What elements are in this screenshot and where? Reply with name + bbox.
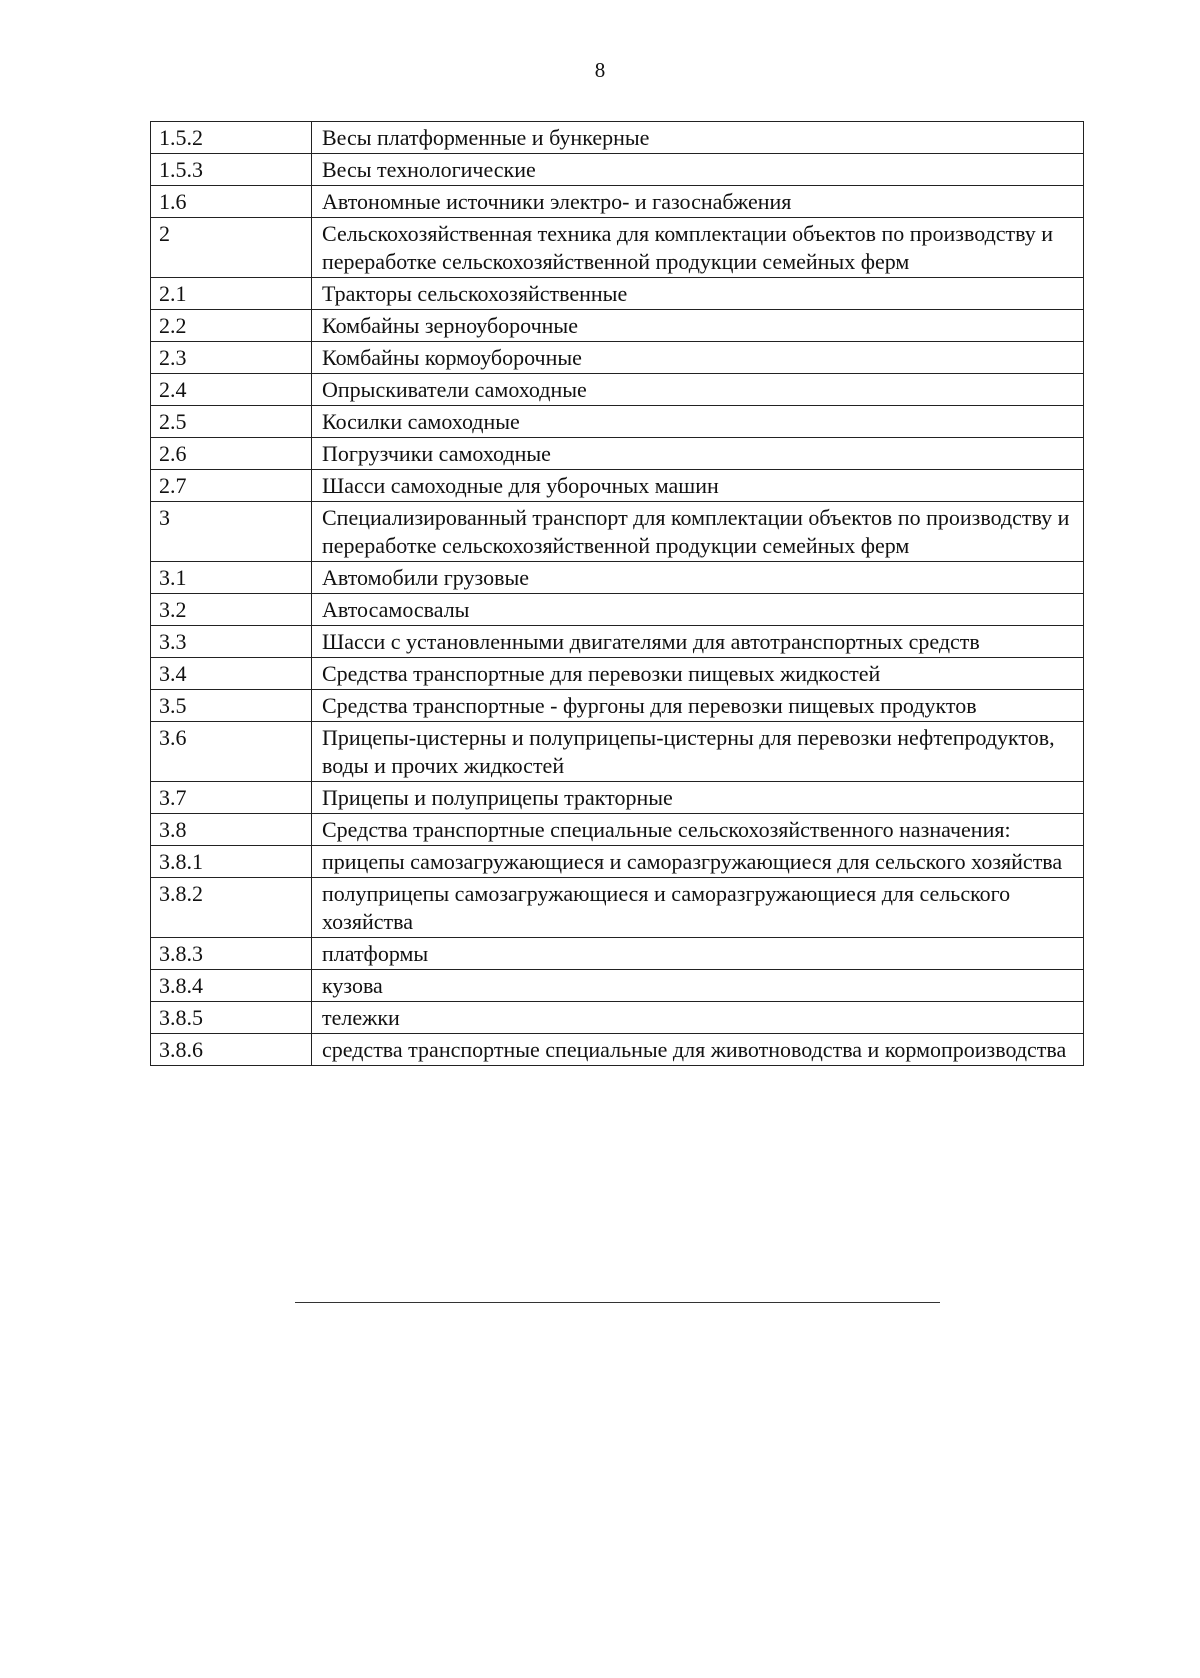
table-row bbox=[151, 502, 1084, 562]
row-code: 3.5 bbox=[151, 690, 312, 722]
items-table bbox=[150, 121, 1084, 1066]
table-row bbox=[151, 310, 1084, 342]
page-number: 8 bbox=[594, 58, 606, 82]
row-description: платформы bbox=[312, 938, 1084, 970]
table-row bbox=[151, 594, 1084, 626]
row-description: Комбайны кормоуборочные bbox=[312, 342, 1084, 374]
table-row bbox=[151, 122, 1084, 154]
row-description: тележки bbox=[312, 1002, 1084, 1034]
table-row bbox=[151, 970, 1084, 1002]
row-description: Прицепы-цистерны и полуприцепы-цистерны для перевозки нефтепродуктов, воды и прочих жидкостей bbox=[312, 722, 1084, 782]
row-description: Опрыскиватели самоходные bbox=[312, 374, 1084, 406]
row-code: 3.7 bbox=[151, 782, 312, 814]
row-description: Средства транспортные - фургоны для перевозки пищевых продуктов bbox=[312, 690, 1084, 722]
row-code: 3.8.5 bbox=[151, 1002, 312, 1034]
row-code: 3.8.2 bbox=[151, 878, 312, 938]
row-code: 2.4 bbox=[151, 374, 312, 406]
row-code: 3.8 bbox=[151, 814, 312, 846]
row-code: 3.3 bbox=[151, 626, 312, 658]
table-row bbox=[151, 218, 1084, 278]
row-description: Шасси с установленными двигателями для автотранспортных средств bbox=[312, 626, 1084, 658]
row-description: кузова bbox=[312, 970, 1084, 1002]
row-code: 3.1 bbox=[151, 562, 312, 594]
table-row bbox=[151, 342, 1084, 374]
table-row bbox=[151, 186, 1084, 218]
row-description: Автономные источники электро- и газоснабжения bbox=[312, 186, 1084, 218]
row-code: 1.5.3 bbox=[151, 154, 312, 186]
closing-divider bbox=[295, 1302, 940, 1303]
table-row bbox=[151, 878, 1084, 938]
table-row bbox=[151, 406, 1084, 438]
table-row bbox=[151, 470, 1084, 502]
table-row bbox=[151, 1034, 1084, 1066]
row-description: Шасси самоходные для уборочных машин bbox=[312, 470, 1084, 502]
row-description: Автосамосвалы bbox=[312, 594, 1084, 626]
row-description: полуприцепы самозагружающиеся и саморазгружающиеся для сельского хозяйства bbox=[312, 878, 1084, 938]
table-body bbox=[151, 122, 1084, 1066]
table-row bbox=[151, 438, 1084, 470]
table-row bbox=[151, 278, 1084, 310]
table-row bbox=[151, 374, 1084, 406]
row-code: 2.3 bbox=[151, 342, 312, 374]
table-row bbox=[151, 690, 1084, 722]
row-description: Автомобили грузовые bbox=[312, 562, 1084, 594]
table-row bbox=[151, 722, 1084, 782]
table-row bbox=[151, 562, 1084, 594]
row-code: 1.6 bbox=[151, 186, 312, 218]
row-description: Специализированный транспорт для комплектации объектов по производству и переработке сельскохозяйственной продукции семейных ферм bbox=[312, 502, 1084, 562]
row-code: 3.2 bbox=[151, 594, 312, 626]
row-description: Тракторы сельскохозяйственные bbox=[312, 278, 1084, 310]
table-row bbox=[151, 626, 1084, 658]
row-code: 2.6 bbox=[151, 438, 312, 470]
row-description: средства транспортные специальные для животноводства и кормопроизводства bbox=[312, 1034, 1084, 1066]
row-code: 2 bbox=[151, 218, 312, 278]
row-code: 3.6 bbox=[151, 722, 312, 782]
table-row bbox=[151, 658, 1084, 690]
row-code: 2.1 bbox=[151, 278, 312, 310]
row-description: Косилки самоходные bbox=[312, 406, 1084, 438]
row-description: Погрузчики самоходные bbox=[312, 438, 1084, 470]
row-code: 2.2 bbox=[151, 310, 312, 342]
table-row bbox=[151, 782, 1084, 814]
row-description: Прицепы и полуприцепы тракторные bbox=[312, 782, 1084, 814]
row-description: Сельскохозяйственная техника для комплектации объектов по производству и переработке сельскохозяйственной продукции семейных ферм bbox=[312, 218, 1084, 278]
row-description: Средства транспортные специальные сельскохозяйственного назначения: bbox=[312, 814, 1084, 846]
row-description: Весы платформенные и бункерные bbox=[312, 122, 1084, 154]
row-code: 1.5.2 bbox=[151, 122, 312, 154]
row-code: 3.8.4 bbox=[151, 970, 312, 1002]
row-code: 3.4 bbox=[151, 658, 312, 690]
row-code: 3.8.3 bbox=[151, 938, 312, 970]
row-code: 3 bbox=[151, 502, 312, 562]
table-row bbox=[151, 154, 1084, 186]
row-description: Средства транспортные для перевозки пищевых жидкостей bbox=[312, 658, 1084, 690]
table-row bbox=[151, 814, 1084, 846]
row-description: Комбайны зерноуборочные bbox=[312, 310, 1084, 342]
table-row bbox=[151, 1002, 1084, 1034]
table-row bbox=[151, 846, 1084, 878]
row-code: 2.5 bbox=[151, 406, 312, 438]
row-code: 2.7 bbox=[151, 470, 312, 502]
table-row bbox=[151, 938, 1084, 970]
row-description: Весы технологические bbox=[312, 154, 1084, 186]
row-description: прицепы самозагружающиеся и саморазгружающиеся для сельского хозяйства bbox=[312, 846, 1084, 878]
row-code: 3.8.6 bbox=[151, 1034, 312, 1066]
row-code: 3.8.1 bbox=[151, 846, 312, 878]
